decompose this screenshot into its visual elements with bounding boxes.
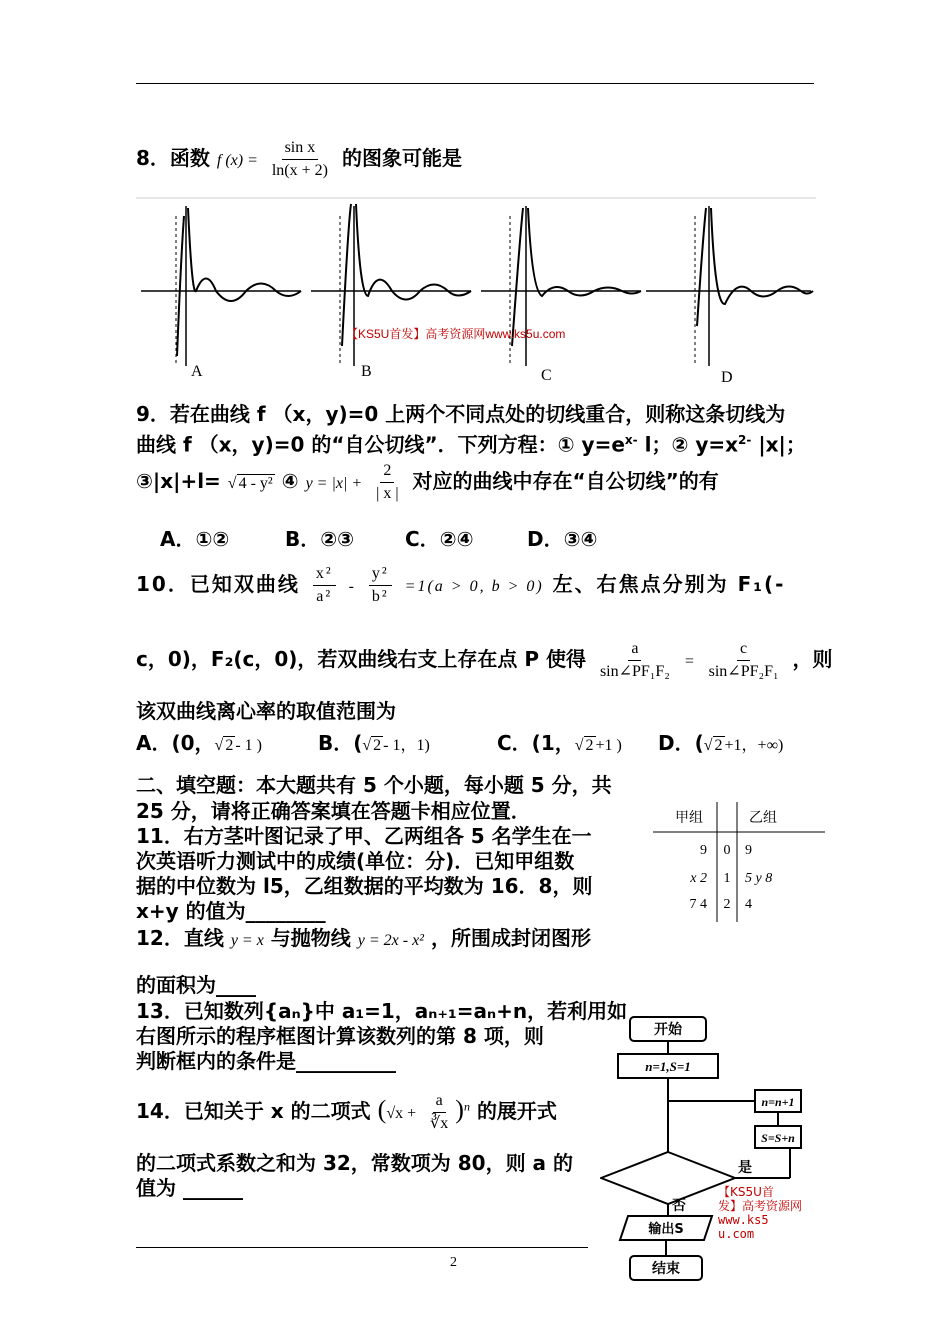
- svg-text:1: 1: [723, 871, 731, 886]
- graph-d: [646, 206, 813, 366]
- svg-text:www.ks5: www.ks5: [718, 1213, 769, 1227]
- header-rule: [136, 83, 814, 84]
- q9-option-d: D．③④: [527, 527, 598, 551]
- svg-text:7 4: 7 4: [689, 897, 707, 912]
- graph-label-a: A: [191, 363, 203, 380]
- question-12-line2: 的面积为____: [136, 973, 256, 997]
- graph-label-d: D: [721, 369, 733, 386]
- q10-option-d: D．(√ 2 +1，+∞): [658, 731, 784, 755]
- question-13-line1: 13．已知数列{aₙ}中 a₁=1，aₙ₊₁=aₙ+n，若利用如: [136, 999, 628, 1023]
- flow-start: 开始: [654, 1022, 682, 1038]
- flow-update-s: S=S+n: [761, 1131, 795, 1145]
- svg-text:9: 9: [745, 843, 752, 858]
- flow-output: 输出S: [648, 1222, 684, 1237]
- fx-lhs: f (x) =: [216, 152, 258, 169]
- graph-a: [141, 206, 301, 366]
- question-14-line3: 值为 ______: [136, 1176, 243, 1200]
- q9-option-b: B．②③: [285, 527, 355, 551]
- question-13-line2: 右图所示的程序框图计算该数列的第 8 项，则: [136, 1024, 544, 1048]
- graph-label-b: B: [361, 363, 372, 380]
- svg-text:u.com: u.com: [718, 1227, 755, 1241]
- q9-option-a: A．①②: [160, 527, 230, 551]
- svg-text:9: 9: [700, 843, 707, 858]
- graph-label-c: C: [541, 367, 552, 384]
- question-11-line4: x+y 的值为________: [136, 899, 326, 923]
- svg-text:5 y 8: 5 y 8: [745, 871, 773, 886]
- q8-graphs: [136, 196, 816, 386]
- svg-text:0: 0: [723, 843, 731, 858]
- q10-option-c: C．(1，√ 2 +1 ): [497, 731, 622, 755]
- section-2-line2: 25 分，请将正确答案填在答题卡相应位置．: [136, 799, 531, 823]
- stem-leaf-plot: [653, 802, 825, 922]
- flow-no: 否: [672, 1198, 686, 1214]
- watermark: 【KS5U首发】高考资源网www.ks5u.com: [346, 327, 566, 341]
- graph-c: [481, 206, 641, 366]
- question-8: 8．函数 f (x) = $\frac{\text{sin x}}{\ln(x + 2)}$ 的图象可能是: [136, 137, 462, 182]
- question-10-line1: 10．已知双曲线 $\frac{\text{x²}}{\text{a²}}$ - $\frac{\text{y²}}{\text{b²}}$ =1(a > 0, b > 0) 左、右焦点分别为 F₁(-: [136, 565, 786, 605]
- question-14-line2: 的二项式系数之和为 32，常数项为 80，则 a 的: [136, 1151, 574, 1175]
- program-flowchart: [600, 1012, 810, 1294]
- question-11-line2: 次英语听力测试中的成绩(单位：分)．已知甲组数: [136, 849, 575, 873]
- svg-text:x 2: x 2: [690, 871, 707, 886]
- question-11-line1: 11．右方茎叶图记录了甲、乙两组各 5 名学生在一: [136, 824, 592, 848]
- question-11-line3: 据的中位数为 l5，乙组数据的平均数为 16．8，则: [136, 874, 593, 898]
- question-13-line3: 判断框内的条件是__________: [136, 1049, 396, 1073]
- question-9-line1: 9．若在曲线 f （x，y)=0 上两个不同点处的切线重合，则称这条切线为: [136, 402, 786, 426]
- graph-b: [311, 204, 471, 366]
- flow-update-n: n=n+1: [761, 1095, 795, 1109]
- question-10-line3: 该双曲线离心率的取值范围为: [136, 699, 396, 723]
- fx-fraction: $\frac{\text{sin x}}{\ln(x + 2)}$: [271, 139, 328, 179]
- q10-option-a: A．(0，√ 2 - 1 ): [136, 731, 262, 755]
- question-12-line1: 12．直线 y = x 与抛物线 y = 2x - x² ，所围成封闭图形: [136, 926, 591, 950]
- svg-text:4: 4: [745, 897, 752, 912]
- flow-yes: 是: [738, 1160, 752, 1176]
- svg-text:2: 2: [723, 897, 731, 912]
- flow-end: 结束: [652, 1261, 680, 1277]
- question-14-line1: 14．已知关于 x 的二项式 (√x + $\frac{a}{∛x}$ )$^n$ 的展开式: [136, 1092, 557, 1132]
- sqrt-expression: √ 4 - y²: [227, 475, 273, 492]
- q10-option-b: B．(√ 2 - 1，1): [318, 731, 430, 755]
- question-9-line2: 曲线 f （x，y)=0 的“自公切线”．下列方程：① $y=e^{x-}$ l；② $y=x^{2-}$ |x|；: [136, 432, 806, 457]
- section-2-line1: 二、填空题：本大题共有 5 个小题，每小题 5 分，共: [136, 773, 612, 797]
- q9-option-c: C．②④: [405, 527, 474, 551]
- svg-text:乙组: 乙组: [749, 810, 777, 826]
- svg-text:【KS5U首: 【KS5U首: [718, 1185, 774, 1199]
- svg-text:发】高考资源网: 发】高考资源网: [718, 1199, 803, 1213]
- svg-text:甲组: 甲组: [675, 810, 703, 826]
- footer-rule: [136, 1247, 588, 1248]
- question-10-line2: c，0)，F₂(c，0)，若双曲线右支上存在点 P 使得 $\frac{a}{\text{sin∠PF₁F₂}}$ = $\frac{c}{\text{sin∠PF₂F₁}}$ ，则: [136, 640, 833, 680]
- flow-init: n=1,S=1: [645, 1059, 691, 1074]
- question-9-line3: ③|x|+l= √ 4 - y² ④ y = |x| + $\frac{2}{| x |}$ 对应的曲线中存在“自公切线”的有: [136, 462, 719, 502]
- page-number: 2: [450, 1255, 457, 1270]
